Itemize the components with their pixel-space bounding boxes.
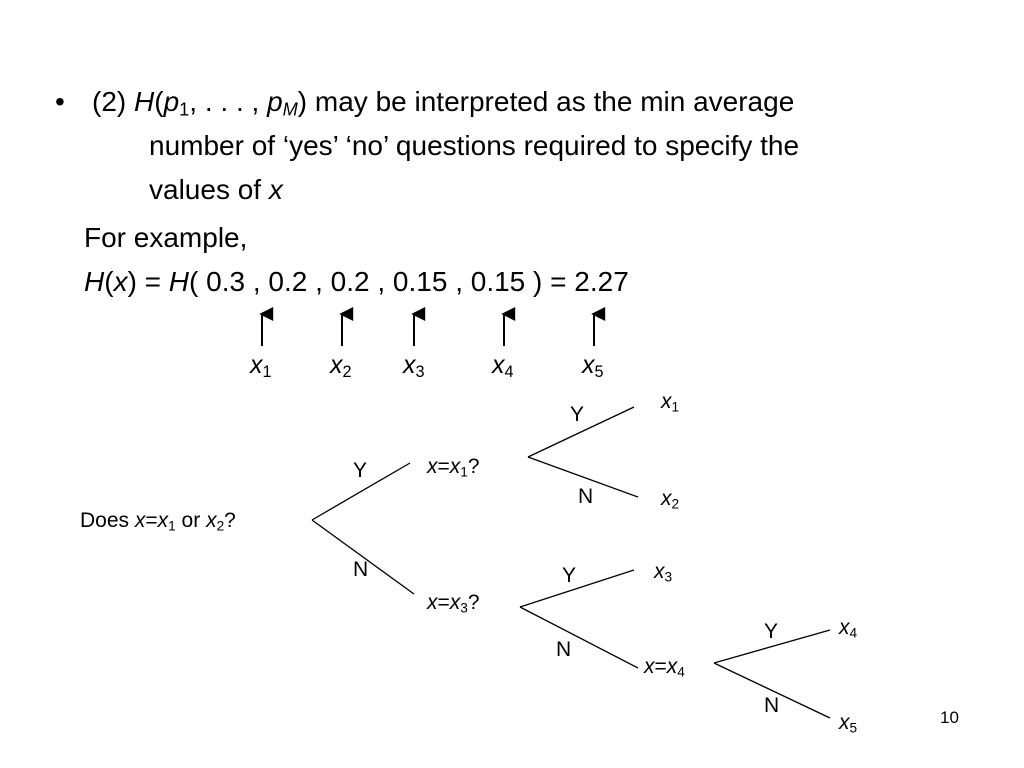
tree-leaf-x3: $x_3$ — [654, 560, 673, 585]
page-number: 10 — [940, 708, 959, 727]
tree-node-x-eq-x4: $x=x_4$ — [644, 655, 685, 680]
arrow-label-4: $x_4$ — [492, 351, 514, 382]
bullet-line-3: values of x — [149, 174, 283, 205]
edge-root-no — [312, 520, 414, 594]
arrow-label-2: $x_2$ — [330, 351, 352, 382]
edge-label-c-no: N — [764, 694, 780, 717]
edge-label-a-no: N — [578, 485, 594, 508]
tree-root-question: Does $x=x_1$ or $x_2$? — [80, 509, 236, 534]
edge-b-yes — [520, 570, 634, 607]
edge-label-root-yes: Y — [353, 459, 368, 482]
entropy-formula: H(x) = H( 0.3 , 0.2 , 0.2 , 0.15 , 0.15 ) = 2.27 — [84, 266, 629, 297]
tree-node-x-eq-x3: $x=x_3$? — [427, 591, 480, 616]
tree-leaf-x5: $x_5$ — [839, 711, 858, 736]
bullet-line-1: (2) $H(p_1$, . . . , $p_M$) may be interpreted as the min average — [92, 86, 795, 120]
tree-leaf-x1: $x_1$ — [661, 390, 680, 415]
edge-label-b-no: N — [556, 638, 572, 661]
arrow-label-1: $x_1$ — [250, 351, 272, 382]
edge-b-no — [520, 607, 638, 668]
edge-label-root-no: N — [353, 558, 369, 581]
tree-node-x-eq-x1: $x=x_1$? — [427, 455, 480, 480]
tree-leaf-x2: $x_2$ — [661, 487, 680, 512]
edge-label-b-yes: Y — [562, 564, 577, 587]
edge-label-c-yes: Y — [764, 620, 779, 643]
arrow-label-5: $x_5$ — [582, 351, 604, 382]
edge-label-a-yes: Y — [570, 403, 585, 426]
bullet-marker: • — [55, 86, 65, 117]
tree-leaf-x4: $x_4$ — [839, 616, 858, 641]
arrow-label-3: $x_3$ — [403, 351, 425, 382]
bullet-line-2: number of ‘yes’ ‘no’ questions required to specify the — [149, 130, 800, 161]
for-example-text: For example, — [84, 222, 248, 253]
